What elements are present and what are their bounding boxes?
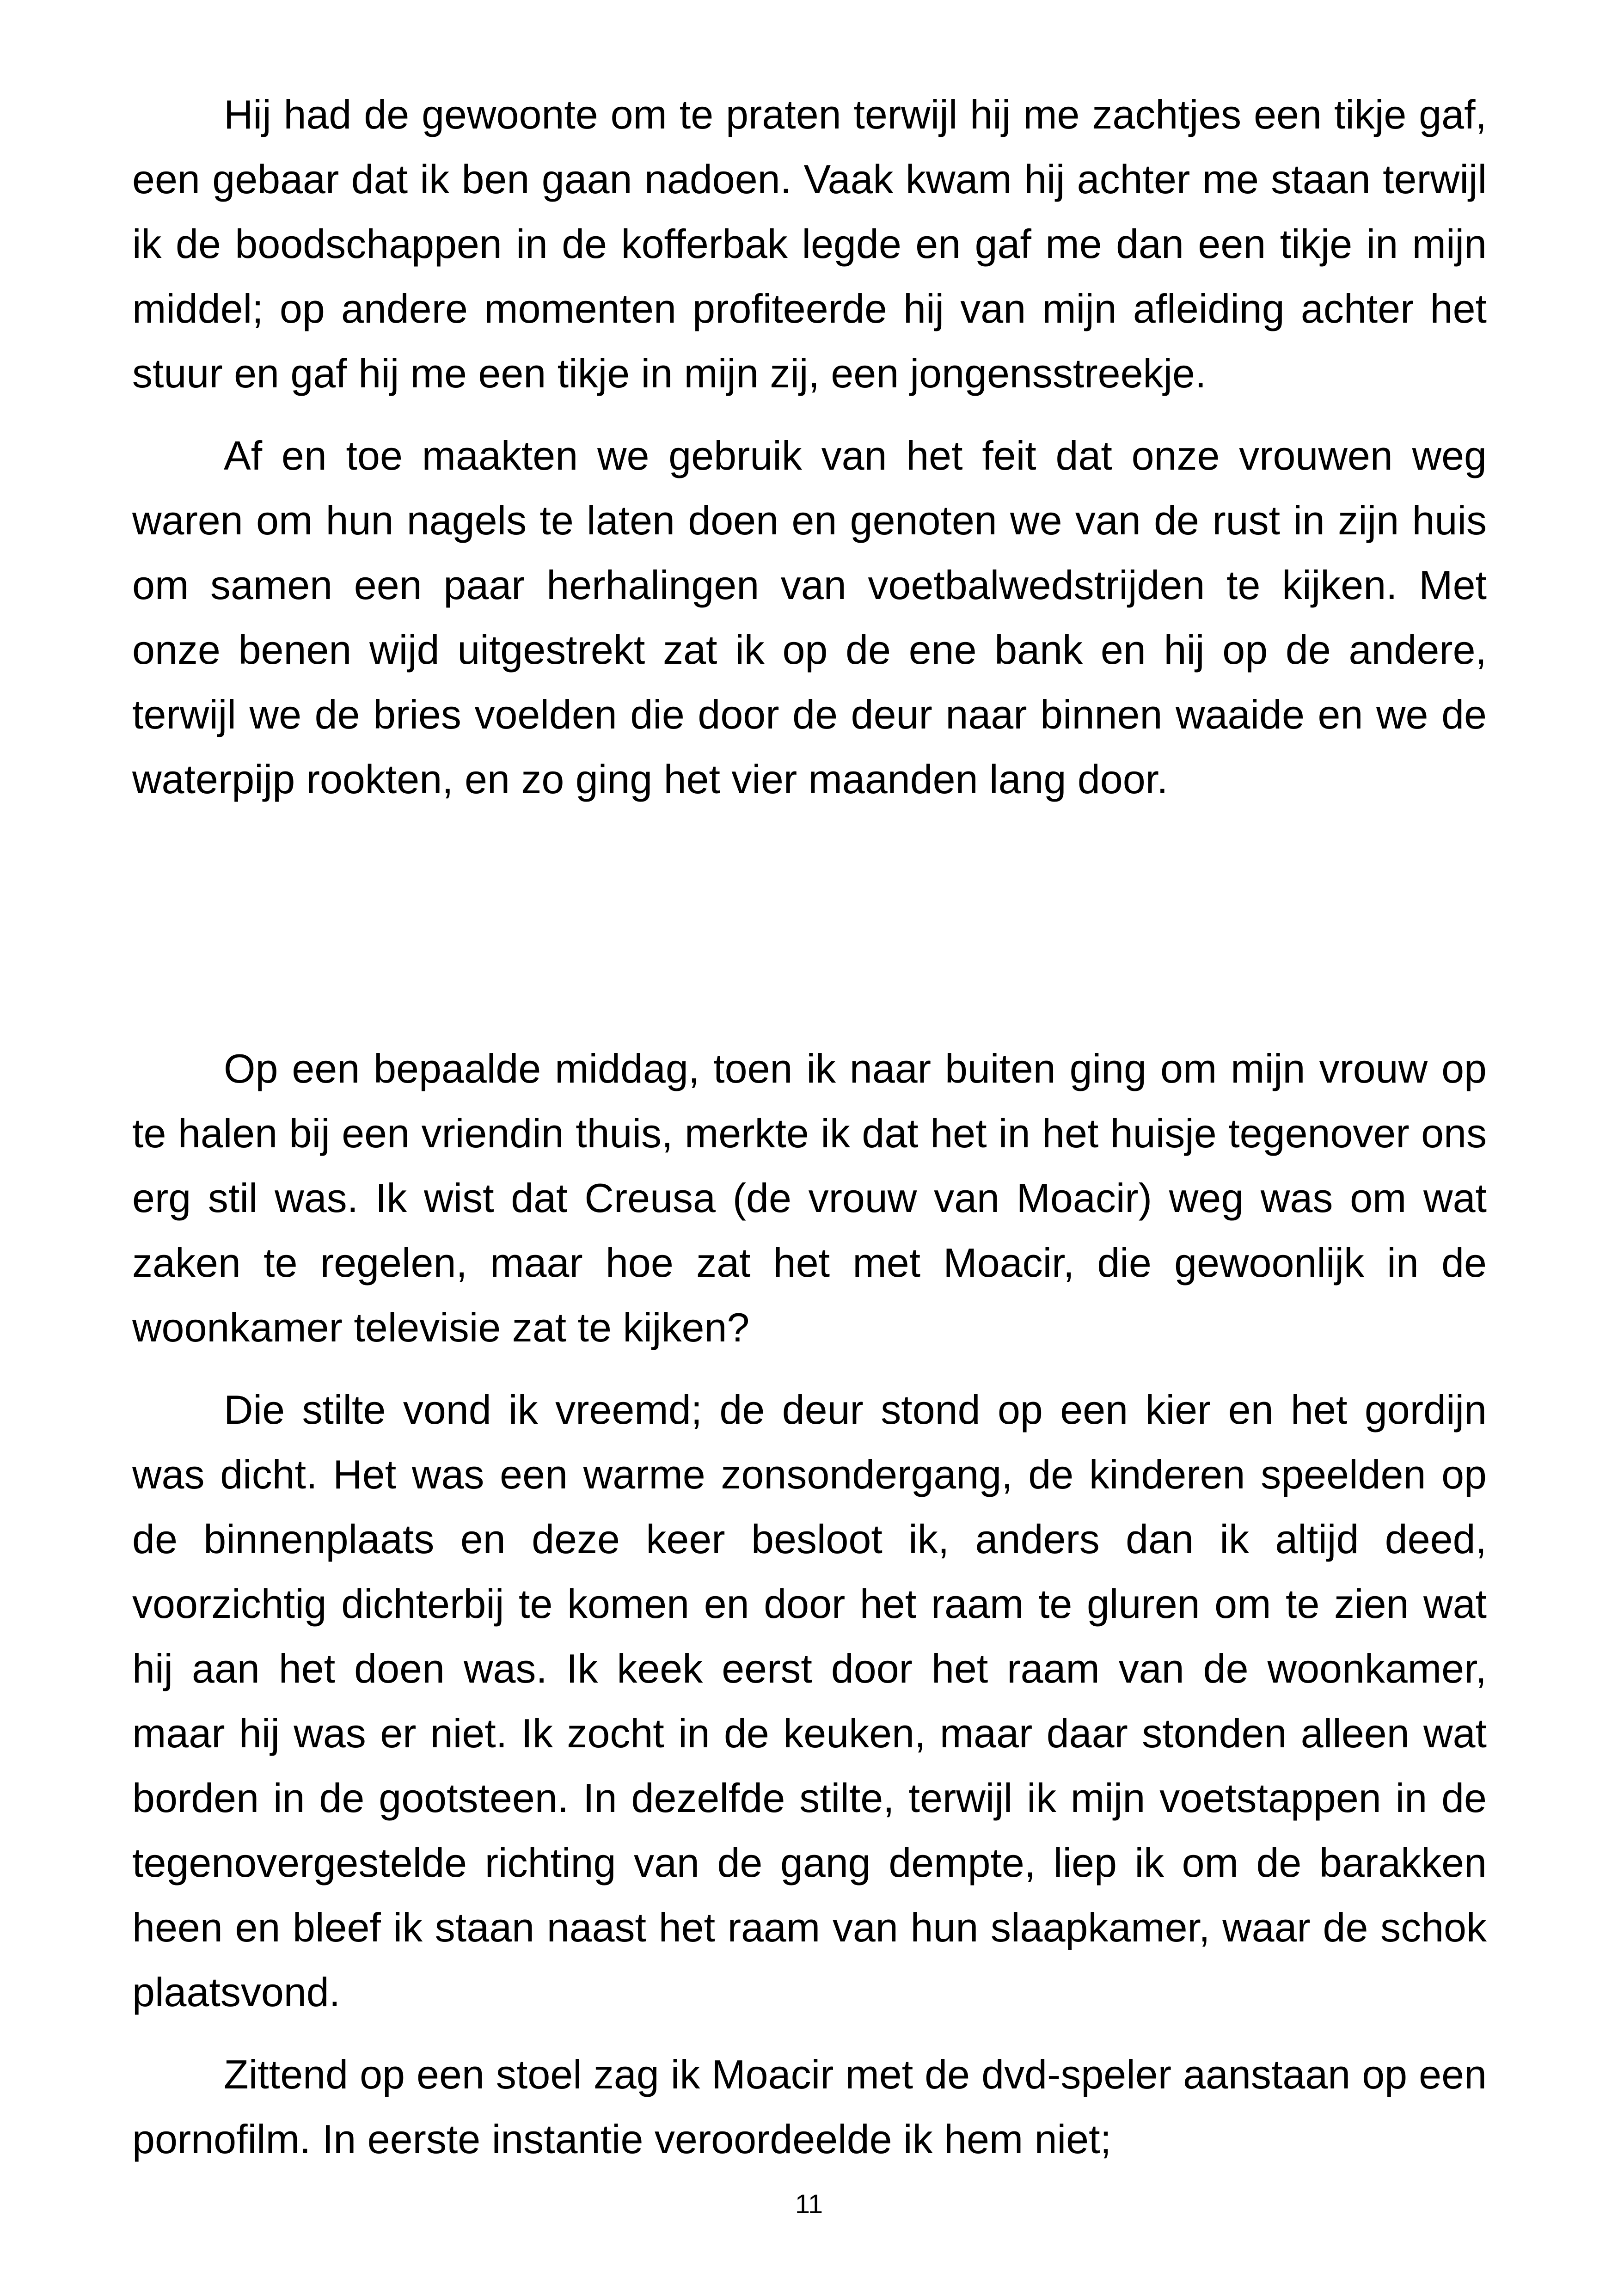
paragraph-5: Zittend op een stoel zag ik Moacir met de dvd-speler aanstaan op een pornofilm. In eerste instantie veroordeelde ik hem niet; xyxy=(132,2051,1487,2162)
paragraph-1: Hij had de gewoonte om te praten terwijl hij me zachtjes een tikje gaf, een gebaar dat ik ben gaan nadoen. Vaak kwam hij achter me staan terwijl ik de boodschappen in de kofferbak legde en gaf me dan een tikje in mijn middel; op andere momenten profiteerde hij van mijn afleiding achter het stuur en gaf hij me een tikje in mijn zij, een jongensstreekje. xyxy=(132,92,1487,396)
body-section-2 xyxy=(132,1036,1487,2172)
paragraph-2: Af en toe maakten we gebruik van het feit dat onze vrouwen weg waren om hun nagels te laten doen en genoten we van de rust in zijn huis om samen een paar herhalingen van voetbalwedstrijden te kijken. Met onze benen wijd uitgestrekt zat ik op de ene bank en hij op de andere, terwijl we de bries voelden die door de deur naar binnen waaide en we de waterpijp rookten, en zo ging het vier maanden lang door. xyxy=(132,433,1487,802)
paragraph-3: Op een bepaalde middag, toen ik naar buiten ging om mijn vrouw op te halen bij een vriendin thuis, merkte ik dat het in het huisje tegenover ons erg stil was. Ik wist dat Creusa (de vrouw van Moacir) weg was om wat zaken te regelen, maar hoe zat het met Moacir, die gewoonlijk in de woonkamer televisie zat te kijken? xyxy=(132,1046,1487,1350)
page-number: 11 xyxy=(795,2189,823,2219)
paragraph-4: Die stilte vond ik vreemd; de deur stond op een kier en het gordijn was dicht. Het was een warme zonsondergang, de kinderen speelden op de binnenplaats en deze keer besloot ik, anders dan ik altijd deed, voorzichtig dichterbij te komen en door het raam te gluren om te zien wat hij aan het doen was. Ik keek eerst door het raam van de woonkamer, maar hij was er niet. Ik zocht in de keuken, maar daar stonden alleen wat borden in de gootsteen. In dezelfde stilte, terwijl ik mijn voetstappen in de tegenovergestelde richting van de gang dempte, liep ik om de barakken heen en bleef ik staan naast het raam van hun slaapkamer, waar de schok plaatsvond. xyxy=(132,1387,1487,2015)
body-section-1 xyxy=(132,82,1487,812)
